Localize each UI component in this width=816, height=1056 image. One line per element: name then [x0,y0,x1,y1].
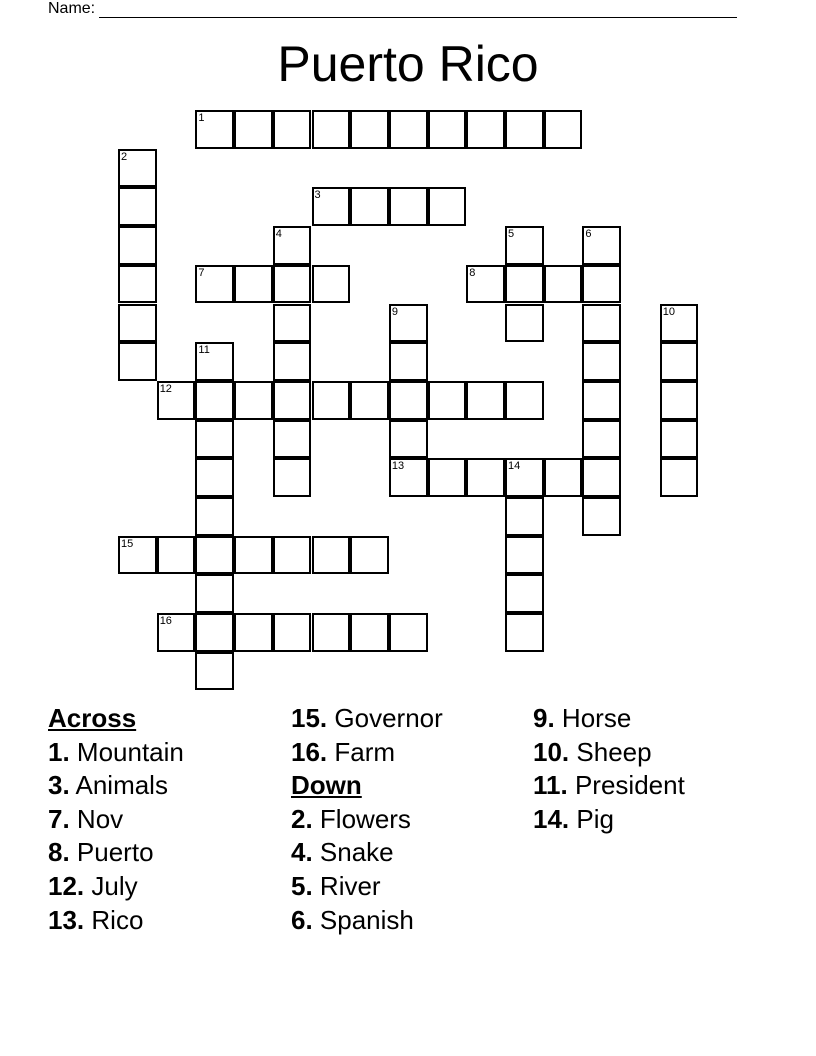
clue-item-number: 10. [533,736,570,767]
crossword-cell[interactable] [582,381,621,420]
crossword-cell[interactable] [389,613,428,652]
crossword-cell[interactable] [505,110,544,149]
clue-item-number: 14. [533,803,570,834]
clue-item [533,702,685,736]
crossword-cell[interactable] [195,342,234,381]
clue-number: 8 [469,266,476,279]
crossword-cell[interactable] [273,304,312,343]
clue-number: 1 [198,112,205,124]
clue-item [48,836,184,870]
crossword-cell[interactable] [234,536,273,575]
crossword-cell[interactable] [273,458,312,497]
clue-item-number: 6. [291,904,313,935]
crossword-cell[interactable] [389,420,428,459]
crossword-cell[interactable] [389,304,428,343]
clue-item-text: Farm [334,736,396,767]
crossword-cell[interactable] [195,265,234,304]
clue-item-text: July [91,870,138,901]
clue-number: 7 [198,266,205,279]
crossword-cell[interactable] [660,342,699,381]
crossword-cell[interactable] [466,265,505,304]
crossword-cell[interactable] [273,226,312,265]
clue-item-text: Pig [576,803,614,834]
clue-item [48,769,184,803]
crossword-cell[interactable] [195,497,234,536]
clue-number: 13 [391,460,405,473]
crossword-cell[interactable] [273,342,312,381]
crossword-cell[interactable] [428,458,467,497]
clue-item [533,769,685,803]
clue-column-3 [533,702,685,836]
crossword-cell[interactable] [660,420,699,459]
crossword-cell[interactable] [660,381,699,420]
crossword-cell[interactable] [312,110,351,149]
clue-number: 2 [121,150,128,163]
crossword-cell[interactable] [195,381,234,420]
crossword-cell[interactable] [195,613,234,652]
crossword-cell[interactable] [505,613,544,652]
clue-item-number: 5. [291,870,313,901]
clue-item-text: Flowers [319,803,411,834]
clue-item-text: Puerto [76,837,154,868]
clue-number: 9 [391,305,399,318]
crossword-cell[interactable] [234,110,273,149]
crossword-cell[interactable] [389,381,428,420]
crossword-cell[interactable] [582,226,621,265]
crossword-cell[interactable] [389,187,428,226]
clue-item [291,870,443,904]
clue-number: 16 [159,615,172,628]
clue-item-text: Snake [319,837,394,868]
crossword-cell[interactable] [195,110,234,149]
clue-item [291,702,443,736]
crossword-cell[interactable] [660,304,699,343]
crossword-cell[interactable] [273,110,312,149]
clue-item-text: Spanish [319,904,414,935]
crossword-cell[interactable] [428,110,467,149]
clue-item-number: 12. [48,870,85,901]
crossword-cell[interactable] [544,458,583,497]
crossword-cell[interactable] [118,187,157,226]
clue-item [291,803,443,837]
clue-item [48,904,184,938]
crossword-cell[interactable] [195,458,234,497]
crossword-cell[interactable] [157,381,196,420]
clue-number: 15 [121,537,134,550]
crossword-cell[interactable] [273,420,312,459]
crossword-cell[interactable] [234,265,273,304]
clue-number: 3 [314,189,321,202]
clue-item-number: 8. [48,837,70,868]
clue-item-number: 1. [48,736,70,767]
clue-item-text: President [574,770,685,801]
clue-item-text: Rico [91,904,144,935]
crossword-cell[interactable] [505,536,544,575]
crossword-cell[interactable] [312,381,351,420]
crossword-cell[interactable] [428,187,467,226]
clue-item-text: Governor [334,703,443,733]
crossword-cell[interactable] [234,613,273,652]
clue-item [291,836,443,870]
clue-item-text: Mountain [76,736,184,767]
crossword-cell[interactable] [466,381,505,420]
clue-item-number: 3. [48,770,70,801]
section-heading-text: Across [48,703,137,733]
crossword-cell[interactable] [505,381,544,420]
crossword-cell[interactable] [582,497,621,536]
clue-column-2 [291,702,443,937]
crossword-cell[interactable] [428,381,467,420]
clue-item-number: 13. [48,904,85,935]
crossword-cell[interactable] [505,497,544,536]
crossword-cell[interactable] [544,110,583,149]
clue-item-number: 15. [291,703,328,733]
clue-item-text: Sheep [576,736,652,767]
crossword-cell[interactable] [118,342,157,381]
clue-item [533,736,685,770]
clue-item-number: 2. [291,803,313,834]
clue-column-1 [48,702,184,937]
clue-item [291,904,443,938]
crossword-cell[interactable] [582,420,621,459]
crossword-cell[interactable] [582,265,621,304]
clue-item-text: Horse [561,703,632,733]
clue-item-text: Nov [76,803,124,834]
crossword-cell[interactable] [582,304,621,343]
clue-item-number: 11. [533,770,568,801]
crossword-cell[interactable] [350,110,389,149]
crossword-cell[interactable] [273,381,312,420]
crossword-cell[interactable] [118,536,157,575]
clue-item [48,803,184,837]
clue-section-heading [48,702,184,736]
crossword-cell[interactable] [118,149,157,188]
crossword-cell[interactable] [157,536,196,575]
crossword-cell[interactable] [312,187,351,226]
clue-number: 14 [508,460,521,473]
clue-number: 11 [198,344,210,357]
clue-number: 4 [275,228,282,241]
crossword-cell[interactable] [505,574,544,613]
clue-item-number: 7. [48,803,70,834]
clue-item [533,803,685,837]
crossword-cell[interactable] [350,187,389,226]
crossword-cell[interactable] [350,381,389,420]
clue-number: 6 [585,228,592,241]
crossword-cell[interactable] [195,574,234,613]
crossword-cell[interactable] [118,265,157,304]
crossword-cell[interactable] [505,265,544,304]
crossword-cell[interactable] [582,458,621,497]
clue-item [48,736,184,770]
crossword-cell[interactable] [195,536,234,575]
clue-section-heading [291,769,443,803]
crossword-cell[interactable] [273,536,312,575]
clue-item-text: River [319,870,381,901]
crossword-cell[interactable] [157,613,196,652]
crossword-cell[interactable] [312,613,351,652]
clue-number: 10 [662,305,676,318]
crossword-cell[interactable] [582,342,621,381]
crossword-cell[interactable] [466,110,505,149]
crossword-cell[interactable] [195,420,234,459]
section-heading-text: Down [291,770,362,801]
crossword-cell[interactable] [660,458,699,497]
clue-item-number: 4. [291,837,313,868]
clue-item-text: Animals [75,770,168,801]
clue-number: 5 [508,228,515,241]
clue-item [48,870,184,904]
crossword-cell[interactable] [234,381,273,420]
crossword-cell[interactable] [389,458,428,497]
clue-item-number: 9. [533,703,555,733]
crossword-cell[interactable] [273,265,312,304]
crossword-cell[interactable] [505,304,544,343]
crossword-cell[interactable] [505,226,544,265]
crossword-cell[interactable] [350,536,389,575]
name-label: Name: [48,0,96,17]
clue-item-number: 16. [291,736,328,767]
page-title: Puerto Rico [277,36,539,92]
crossword-cell[interactable] [118,226,157,265]
clue-item [291,736,443,770]
crossword-cell[interactable] [350,613,389,652]
crossword-cell[interactable] [118,304,157,343]
crossword-cell[interactable] [389,342,428,381]
crossword-cell[interactable] [544,265,583,304]
crossword-cell[interactable] [505,458,544,497]
crossword-cell[interactable] [273,613,312,652]
crossword-cell[interactable] [466,458,505,497]
crossword-cell[interactable] [312,265,351,304]
crossword-cell[interactable] [389,110,428,149]
clue-number: 12 [159,382,172,395]
crossword-cell[interactable] [195,652,234,691]
crossword-cell[interactable] [312,536,351,575]
